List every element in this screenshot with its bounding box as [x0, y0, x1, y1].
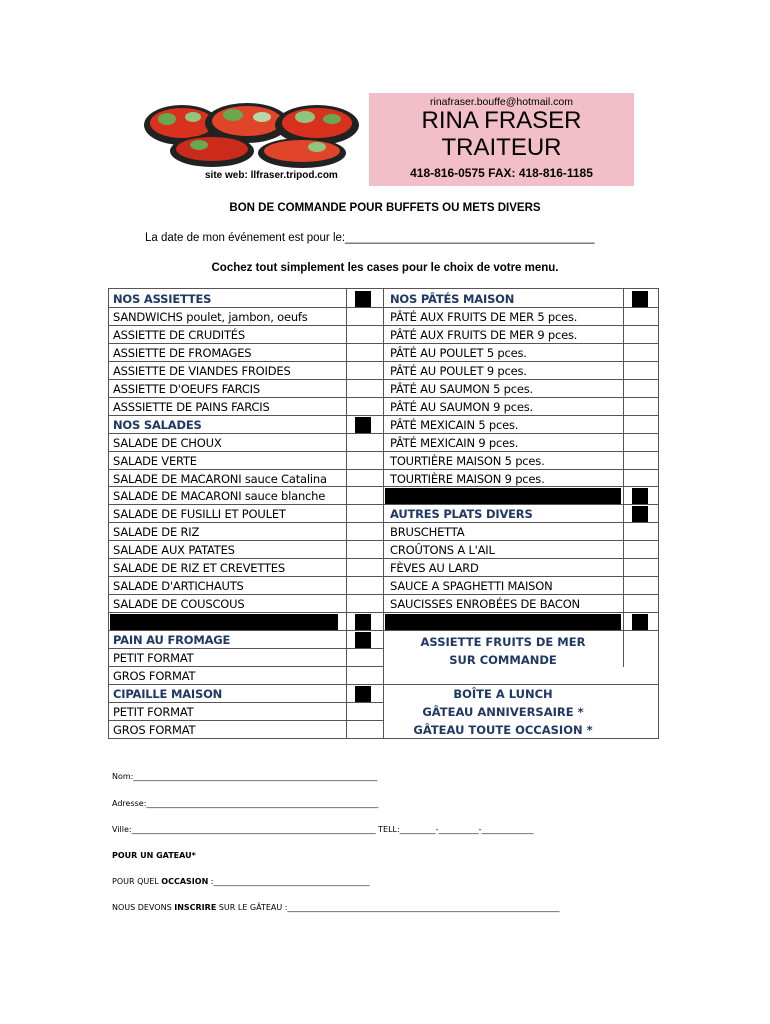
row-divider — [109, 666, 383, 667]
blackout-bar — [110, 614, 338, 630]
row-divider — [383, 594, 658, 595]
menu-item-label: PÂTÉ AU SAUMON 9 pces. — [390, 399, 534, 414]
seafood-platter-note: SUR COMMANDE — [449, 653, 557, 667]
row-divider — [383, 558, 658, 559]
menu-item-label: SALADE VERTE — [113, 453, 197, 468]
order-checkbox[interactable] — [624, 308, 658, 326]
row-divider — [109, 720, 383, 721]
address-field[interactable]: Adresse:__________________________________________________________ — [112, 799, 379, 808]
row-divider — [383, 343, 658, 344]
order-checkbox[interactable] — [347, 380, 383, 398]
row-divider — [383, 504, 658, 505]
order-checkbox[interactable] — [624, 577, 658, 595]
menu-item-label: ASSSIETTE DE PAINS FARCIS — [113, 399, 270, 414]
order-checkbox[interactable] — [624, 434, 658, 452]
lunch-box-label: BOÎTE A LUNCH — [453, 686, 553, 701]
business-name: RINA FRASER — [421, 107, 582, 134]
row-divider — [109, 433, 383, 434]
section-marker — [632, 488, 648, 504]
row-divider — [109, 307, 383, 308]
row-divider — [109, 325, 383, 326]
order-checkbox[interactable] — [347, 326, 383, 344]
section-header: NOS PÂTÉS MAISON — [390, 292, 515, 306]
row-divider — [109, 379, 383, 380]
row-divider — [383, 415, 658, 416]
menu-item-label: SAUCISSES ENROBÉES DE BACON — [390, 597, 580, 612]
menu-item-label: SALADE DE COUSCOUS — [113, 597, 245, 612]
section-header: AUTRES PLATS DIVERS — [390, 507, 533, 522]
menu-item-label: GROS FORMAT — [113, 668, 196, 683]
menu-item-label: SAUCE A SPAGHETTI MAISON — [390, 579, 553, 594]
section-header: NOS SALADES — [113, 417, 202, 432]
row-divider — [383, 397, 658, 398]
menu-item-label: PÂTÉ MEXICAIN 9 pces. — [390, 435, 519, 450]
menu-item-label: BRUSCHETTA — [390, 525, 465, 540]
section-marker — [355, 417, 371, 433]
menu-item-label: TOURTIÈRE MAISON 9 pces. — [390, 471, 545, 486]
row-divider — [109, 415, 383, 416]
row-divider — [109, 558, 383, 559]
menu-item-label: SALADE DE FUSILLI ET POULET — [113, 507, 286, 522]
row-divider — [383, 451, 658, 452]
menu-item-label: FÈVES AU LARD — [390, 561, 479, 576]
order-checkbox[interactable] — [347, 344, 383, 362]
row-divider — [109, 469, 383, 470]
name-field[interactable]: Nom:_____________________________________________________________ — [112, 772, 378, 781]
occasion-blank: :_______________________________________ — [208, 877, 370, 886]
menu-item-label: ASSIETTE D'OEUFS FARCIS — [113, 381, 260, 396]
order-checkbox[interactable] — [624, 470, 658, 488]
menu-item-label: SALADE DE CHOUX — [113, 435, 222, 450]
order-checkbox[interactable] — [347, 577, 383, 595]
order-checkbox[interactable] — [347, 505, 383, 523]
section-header: NOS ASSIETTES — [113, 292, 212, 306]
inscription-word: INSCRIRE — [174, 903, 217, 912]
menu-item-label: SALADE D'ARTICHAUTS — [113, 579, 244, 594]
row-divider — [109, 504, 383, 505]
event-date-line: La date de mon événement est pour le:_______________________________________ — [145, 232, 595, 244]
row-divider — [383, 433, 658, 434]
brand-panel — [369, 93, 634, 186]
menu-item-label: TOURTIÈRE MAISON 5 pces. — [390, 453, 545, 468]
order-checkbox[interactable] — [624, 380, 658, 398]
order-checkbox[interactable] — [624, 523, 658, 541]
order-checkbox[interactable] — [347, 703, 383, 721]
row-divider — [383, 307, 658, 308]
order-checkbox[interactable] — [624, 541, 658, 559]
center-divider — [383, 289, 384, 738]
menu-item-label: SANDWICHS poulet, jambon, oeufs — [113, 309, 308, 324]
order-checkbox[interactable] — [624, 398, 658, 416]
section-header: CIPAILLE MAISON — [113, 686, 223, 701]
inscription-field[interactable] — [112, 903, 560, 912]
menu-item-label: PÂTÉ AUX FRUITS DE MER 9 pces. — [390, 327, 578, 342]
section-marker — [355, 686, 371, 702]
row-divider — [383, 576, 658, 577]
occasion-prefix: POUR QUEL — [112, 877, 162, 886]
order-checkbox[interactable] — [624, 595, 658, 613]
menu-item-label: SALADE DE MACARONI sauce Catalina — [113, 471, 327, 486]
menu-item-label: PÂTÉ MEXICAIN 5 pces. — [390, 417, 519, 432]
row-divider — [109, 594, 383, 595]
menu-item-label: SALADE DE RIZ — [113, 525, 200, 540]
menu-item-label: ASSIETTE DE VIANDES FROIDES — [113, 363, 291, 378]
row-divider — [109, 451, 383, 452]
order-checkbox[interactable] — [624, 416, 658, 434]
occasion-field[interactable] — [112, 877, 370, 886]
menu-item-label: PÂTÉ AU SAUMON 5 pces. — [390, 381, 534, 396]
row-divider — [383, 540, 658, 541]
row-divider — [383, 612, 658, 613]
order-checkbox[interactable] — [624, 326, 658, 344]
row-divider — [109, 343, 383, 344]
header-banner — [137, 93, 634, 186]
row-divider — [383, 522, 658, 523]
order-checkbox[interactable] — [347, 559, 383, 577]
row-divider — [109, 576, 383, 577]
business-subtitle: TRAITEUR — [441, 134, 562, 161]
section-marker — [355, 291, 371, 307]
website-text: site web: llfraser.tripod.com — [205, 170, 338, 181]
order-checkbox[interactable] — [347, 721, 383, 739]
row-divider — [383, 486, 658, 487]
row-divider — [109, 397, 383, 398]
order-checkbox[interactable] — [347, 595, 383, 613]
order-checkbox[interactable] — [347, 434, 383, 452]
blackout-bar — [385, 488, 621, 504]
order-checkbox[interactable] — [347, 541, 383, 559]
order-checkbox[interactable] — [347, 470, 383, 488]
order-checkbox[interactable] — [347, 398, 383, 416]
menu-item-label: ASSIETTE DE FROMAGES — [113, 345, 252, 360]
row-divider — [109, 361, 383, 362]
row-divider — [383, 469, 658, 470]
section-marker — [355, 632, 371, 648]
occasion-cake-label: GÂTEAU TOUTE OCCASION * — [413, 722, 593, 737]
order-checkbox[interactable] — [624, 559, 658, 577]
menu-item-label: PETIT FORMAT — [113, 704, 194, 719]
section-marker — [632, 291, 648, 307]
row-divider — [383, 379, 658, 380]
row-divider — [109, 522, 383, 523]
menu-item-label: SALADE DE RIZ ET CREVETTES — [113, 561, 285, 576]
section-marker — [632, 506, 648, 522]
menu-item-label: PETIT FORMAT — [113, 651, 194, 665]
menu-item-label: PÂTÉ AU POULET 9 pces. — [390, 363, 527, 378]
menu-order-table — [108, 288, 659, 739]
row-divider — [383, 325, 658, 326]
row-divider — [109, 648, 383, 649]
cake-heading: POUR UN GATEAU* — [112, 851, 196, 860]
email-text: rinafraser.bouffe@hotmail.com — [430, 96, 573, 108]
birthday-cake-label: GÂTEAU ANNIVERSAIRE * — [422, 704, 584, 719]
row-divider — [109, 630, 383, 631]
menu-item-label: SALADE DE MACARONI sauce blanche — [113, 489, 326, 504]
order-checkbox[interactable] — [347, 523, 383, 541]
row-divider — [383, 361, 658, 362]
order-checkbox[interactable] — [347, 308, 383, 326]
order-checkbox[interactable] — [624, 344, 658, 362]
instructions-text: Cochez tout simplement les cases pour le choix de votre menu. — [211, 262, 559, 274]
menu-item-label: ASSIETTE DE CRUDITÉS — [113, 327, 245, 342]
order-checkbox[interactable] — [624, 362, 658, 380]
row-divider — [383, 630, 658, 631]
row-divider — [109, 540, 383, 541]
document-title: BON DE COMMANDE POUR BUFFETS OU METS DIVERS — [229, 202, 541, 214]
menu-item-label: CROÛTONS A L'AIL — [390, 543, 495, 558]
city-phone-field[interactable]: Ville:_____________________________________________________________ TELL:_________-__________-_____________ — [112, 825, 534, 834]
row-divider — [109, 486, 383, 487]
menu-item-label: SALADE AUX PATATES — [113, 543, 235, 558]
food-platters-image — [137, 93, 369, 186]
order-checkbox[interactable] — [347, 452, 383, 470]
section-marker — [355, 614, 371, 630]
inscription-blank: SUR LE GÂTEAU :____________________________________________________________________ — [216, 903, 560, 912]
phone-fax-text: 418-816-0575 FAX: 418-816-1185 — [410, 166, 593, 180]
order-checkbox[interactable] — [347, 667, 383, 685]
seafood-platter-label: ASSIETTE FRUITS DE MER — [420, 635, 586, 650]
section-header: PAIN AU FROMAGE — [113, 633, 231, 648]
row-divider — [109, 684, 383, 685]
order-checkbox[interactable] — [347, 362, 383, 380]
menu-item-label: PÂTÉ AU POULET 5 pces. — [390, 345, 527, 360]
menu-item-label: GROS FORMAT — [113, 722, 196, 737]
row-divider — [109, 612, 383, 613]
occasion-word: OCCASION — [161, 877, 209, 886]
order-checkbox[interactable] — [347, 487, 383, 505]
inscription-prefix: NOUS DEVONS — [112, 903, 175, 912]
menu-item-label: PÂTÉ AUX FRUITS DE MER 5 pces. — [390, 309, 578, 324]
order-checkbox[interactable] — [347, 649, 383, 667]
order-checkbox[interactable] — [624, 631, 658, 684]
row-divider — [109, 702, 383, 703]
order-checkbox[interactable] — [624, 452, 658, 470]
blackout-bar — [385, 614, 621, 630]
section-marker — [632, 614, 648, 630]
